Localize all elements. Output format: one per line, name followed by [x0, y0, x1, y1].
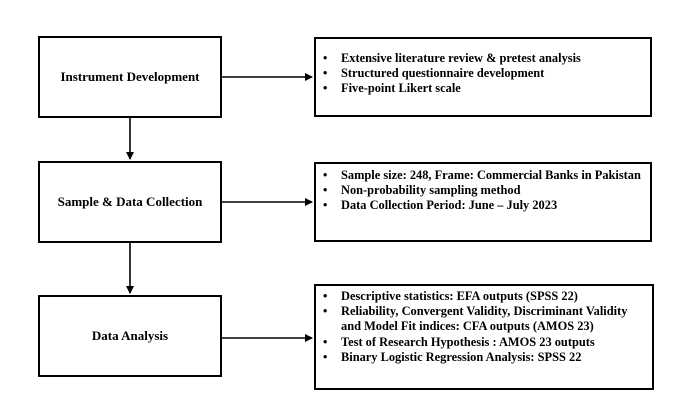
- detail-item: • Data Collection Period: June – July 2023: [316, 198, 642, 213]
- details-sample-data-collection: [314, 162, 652, 242]
- detail-item: • Descriptive statistics: EFA outputs (SPSS 22): [316, 289, 644, 304]
- detail-item: • Non-probability sampling method: [316, 183, 642, 198]
- details-data-analysis: [314, 284, 654, 390]
- stage-sample-data-collection: [38, 161, 222, 243]
- stage-instrument-development: [38, 36, 222, 118]
- stage-label: Sample & Data Collection: [57, 194, 203, 209]
- detail-item: • Structured questionnaire development: [316, 66, 650, 81]
- stage-label: Data Analysis: [91, 328, 169, 343]
- detail-item: • Sample size: 248, Frame: Commercial Banks in Pakistan: [316, 168, 642, 183]
- details-instrument-development: [314, 37, 652, 117]
- detail-item: • Extensive literature review & pretest analysis: [316, 51, 650, 66]
- stage-label: Instrument Development: [60, 69, 200, 84]
- stage-data-analysis: [38, 295, 222, 377]
- detail-item: • Binary Logistic Regression Analysis: SPSS 22: [316, 350, 644, 365]
- detail-item: • Five-point Likert scale: [316, 81, 650, 96]
- detail-item: • Test of Research Hypothesis : AMOS 23 outputs: [316, 335, 644, 350]
- detail-item: • Reliability, Convergent Validity, Discriminant Validity and Model Fit indices: CFA outputs (AMOS 23): [316, 304, 644, 334]
